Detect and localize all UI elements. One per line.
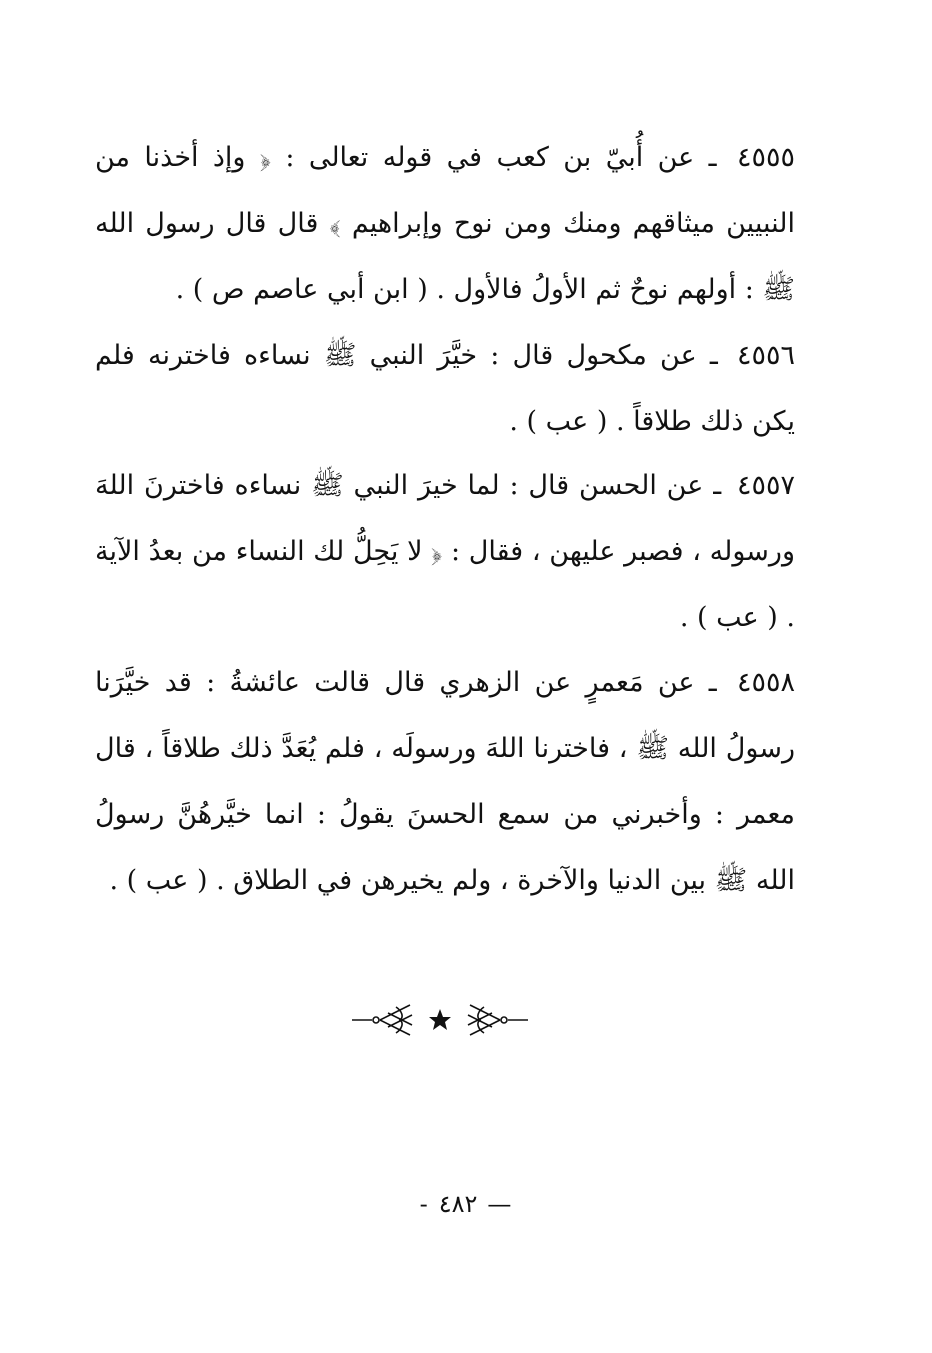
page-number: ٤٨٢: [438, 1190, 478, 1218]
footer-dash: -: [419, 1190, 429, 1218]
hadith-paragraph: [95, 650, 795, 914]
hadith-text: ـ عن مَعمرٍ عن الزهري قال قالت عائشةُ : قد خيَّرَنا رسولُ الله ﷺ ، فاخترنا اللهَ ورسولَه ، فلم يُعَدَّ ذلك طلاقاً ، قال معمر : وأخبرني من سمع الحسنَ يقولُ : انما خيَّرهُنَّ رسولُ الله ﷺ بين الدنيا والآخرة ، ولم يخيرهن في الطلاق . ( عب ) .: [95, 667, 795, 896]
hadith-paragraph: [95, 453, 795, 651]
star-flourish-ornament-icon: [340, 995, 540, 1045]
hadith-4556: [95, 323, 795, 455]
hadith-4558: [95, 650, 795, 914]
hadith-paragraph: [95, 125, 795, 323]
hadith-text: ـ عن مكحول قال : خيَّرَ النبي ﷺ نساءه فاخترنه فلم يكن ذلك طلاقاً . ( عب ) .: [95, 340, 795, 437]
hadith-text: ـ عن الحسن قال : لما خيرَ النبي ﷺ نساءه فاخترنَ اللهَ ورسوله ، فصبر عليهن ، فقال : ﴿ لا يَحِلُّ لك النساء من بعدُ الآية . ( عب ) .: [95, 470, 795, 633]
hadith-number: ٤٥٥٧: [736, 470, 795, 501]
hadith-number: ٤٥٥٦: [736, 340, 795, 371]
hadith-number: ٤٥٥٥: [736, 142, 795, 173]
footer-dash: —: [487, 1190, 513, 1218]
hadith-4555: [95, 125, 795, 323]
page-number-footer: [0, 1190, 932, 1218]
hadith-4557: [95, 453, 795, 651]
hadith-paragraph: [95, 323, 795, 455]
hadith-number: ٤٥٥٨: [736, 667, 795, 698]
hadith-text: ـ عن أُبيّ بن كعب في قوله تعالى : ﴿ وإذ أخذنا من النبيين ميثاقهم ومنك ومن نوح وإبراهيم ﴾ قال قال رسول الله ﷺ : أولهم نوحٌ ثم الأولُ فالأول . ( ابن أبي عاصم ص ) .: [95, 142, 795, 305]
